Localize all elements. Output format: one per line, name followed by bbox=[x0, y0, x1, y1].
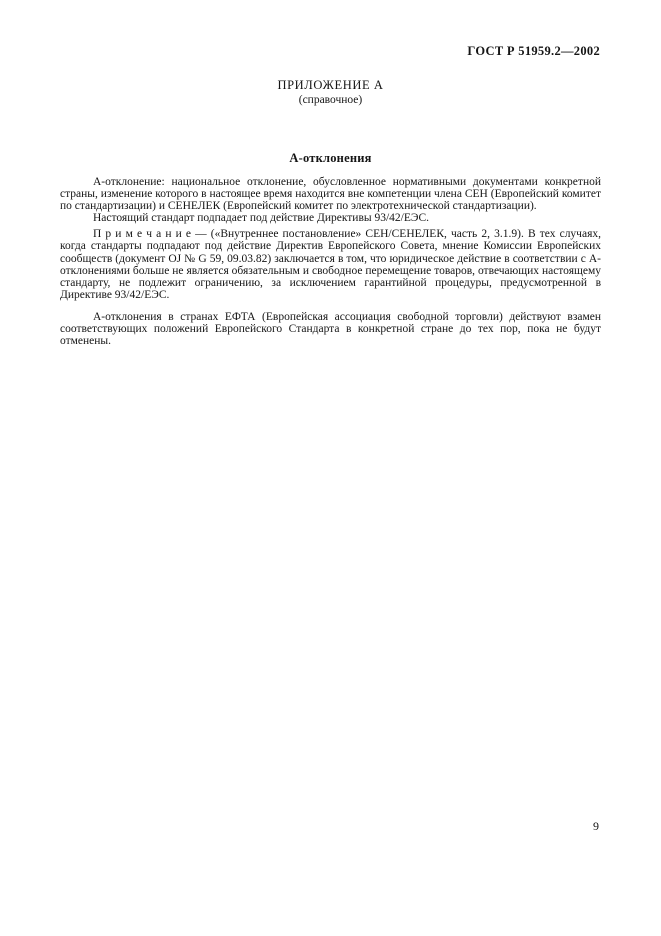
paragraph-definition: А-отклонение: национальное отклонение, обусловленное нормативными документами конкретной страны, изменение которого в настоящее время находится вне компетенции члена СЕН (Европейский комитет по стандартизации) и СЕНЕЛЕК (Европейский комитет по электротехнической стандартизации). bbox=[60, 176, 601, 213]
appendix-title: ПРИЛОЖЕНИЕ А bbox=[277, 78, 384, 92]
appendix-subtitle: (справочное) bbox=[298, 94, 363, 106]
appendix-heading bbox=[0, 78, 661, 106]
body-text bbox=[60, 176, 601, 347]
standard-designation: ГОСТ Р 51959.2—2002 bbox=[467, 44, 600, 58]
note-paragraph: П р и м е ч а н и е — («Внутреннее постановление» СЕН/СЕНЕЛЕК, часть 2, 3.1.9). В тех случаях, когда стандарты подпадают под действие Директив Европейского Совета, мнение Комиссии Европейских сообществ (документ OJ № G 59, 09.03.82) заключается в том, что юридическое действие в соответствии с А-отклонениями больше не является обязательным и свободное перемещение товаров, отвечающих настоящему стандарту, не подлежит ограничению, за исключением гарантийной процедуры, предусмотренной в Директиве 93/42/ЕЭС. bbox=[60, 228, 601, 301]
paragraph-directive: Настоящий стандарт подпадает под действие Директивы 93/42/ЕЭС. bbox=[93, 212, 430, 225]
paragraph-efta: А-отклонения в странах ЕФТА (Европейская ассоциация свободной торговли) действуют взамен соответствующих положений Европейского Стандарта в конкретной стране до тех пор, пока не будут отменены. bbox=[60, 310, 601, 348]
section-title: А-отклонения bbox=[289, 151, 372, 165]
page-number: 9 bbox=[593, 819, 599, 833]
